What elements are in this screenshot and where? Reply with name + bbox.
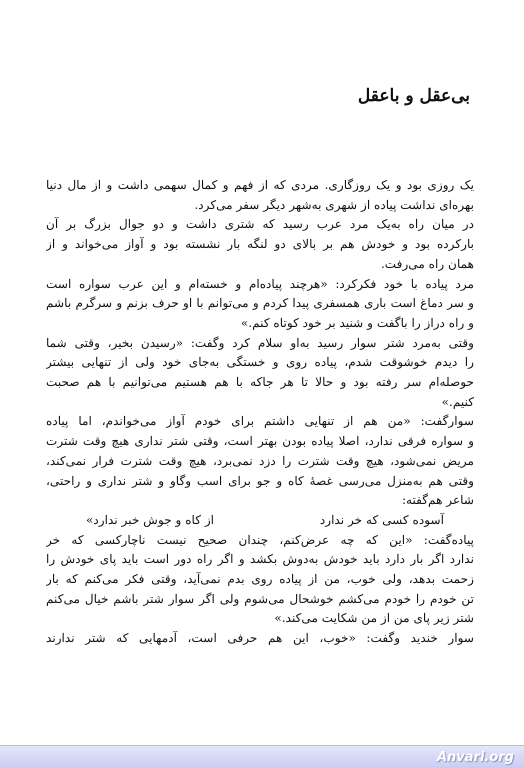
text-line: و سواره فرقی ندارد، اصلا پیاده بودن بهتر است، وقتی شتر نداری هیچ وقت شترت [46,434,474,449]
text-line: یک روزی بود و یک روزگاری. مردی که از فهم و کمال سهمی داشت و از مال دنیا [46,178,474,192]
text-line: مریض نمی‌شود، هیچ وقت شترت را دزد نمی‌برد، هیچ وقت شترت فرار نمی‌کند، [46,453,474,468]
text-line: وقتی به‌مرد شتر سوار رسید به‌او سلام کرد وگفت: «رسیدن بخیر، وقتی شما [46,335,474,350]
text-line: شاعر هم‌گفته: [401,493,474,508]
text-line: مرد پیاده با خود فکرکرد: «هرچند پیاده‌ام و خسته‌ام و این عرب سواره است [46,276,474,291]
text-line: و سر دماغ است باری همسفری پیدا کردم و می‌توانم با او حرف بزنم و سرگرم باشم [46,296,474,311]
text-line: ندارد اگر بار دارد باید خودش به‌دوش بکشد و اگر راه دور است باید پای خودش را [46,552,474,567]
story-body [46,176,474,649]
text-line: کنیم.» [441,394,474,409]
text-line: تن خودم را خودم می‌کشم خوشحال می‌شوم ولی اگر سوار شتر باشم خیال می‌کنم [46,591,474,606]
story-title: بی‌عقل و باعقل [357,86,470,106]
paragraph-6 [46,531,474,630]
text-line: شتر زیر پای من از من شکایت می‌کند.» [274,611,474,626]
paragraph-4 [46,334,474,413]
text-line: سوارگفت: «من هم از تنهایی داشتم برای خودم آواز می‌خواندم، اما پیاده [46,414,474,429]
text-line: در میان راه به‌یک مرد عرب رسید که شتری داشت و دو جوال بزرگ بر آن [46,217,474,232]
text-line: حوصله‌ام سر رفته بود و حالا تا هر جاکه با هم هستیم می‌توانیم با هم صحبت [46,375,474,390]
text-line: بهره‌ای نداشت پیاده از شهری به‌شهر دیگر سفر می‌کرد. [194,197,474,212]
text-line: وقتی هم به‌منزل می‌رسی غصهٔ کاه و جو برای اسب وگاو و شتر نداری و راحتی، [46,473,474,488]
text-line: همان راه می‌رفت. [380,256,474,271]
paragraph-5 [46,412,474,511]
text-line: زحمت بدهد، ولی خوب، من از پیاده روی بدم نمی‌آید، وقتی فکر می‌کنم که بار [46,572,474,587]
watermark-logo: Anvari.org [436,750,514,765]
text-line: سوار خندید وگفت: «خوب، این هم حرفی است، آدمهایی که شتر ندارند [46,631,474,646]
paragraph-7 [46,629,474,649]
text-line: بارکرده بود و خودش هم بر بالای دو لنگه بار نشسته بود و آواز می‌خواند و از [46,237,474,252]
paragraph-1 [46,176,474,215]
text-line: پیاده‌گفت: «این که چه عرض‌کنم، چندان صحیح نیست ناچارکسی که خر [46,532,474,547]
poem-verse [46,511,474,531]
paragraph-3 [46,275,474,334]
paragraph-2 [46,215,474,274]
verse-hemistich-1: آسوده کسی که خر ندارد [319,512,444,527]
verse-hemistich-2: از کاه و جوش خبر ندارد» [86,512,215,527]
text-line: را دیدم خوشوقت شدم، پیاده روی و خستگی به‌جای خود ولی از تنهایی بیشتر [46,355,474,370]
footer-band [0,745,524,768]
text-line: و راه دراز را باگفت و شنید بر خود کوتاه کنم.» [240,315,474,330]
